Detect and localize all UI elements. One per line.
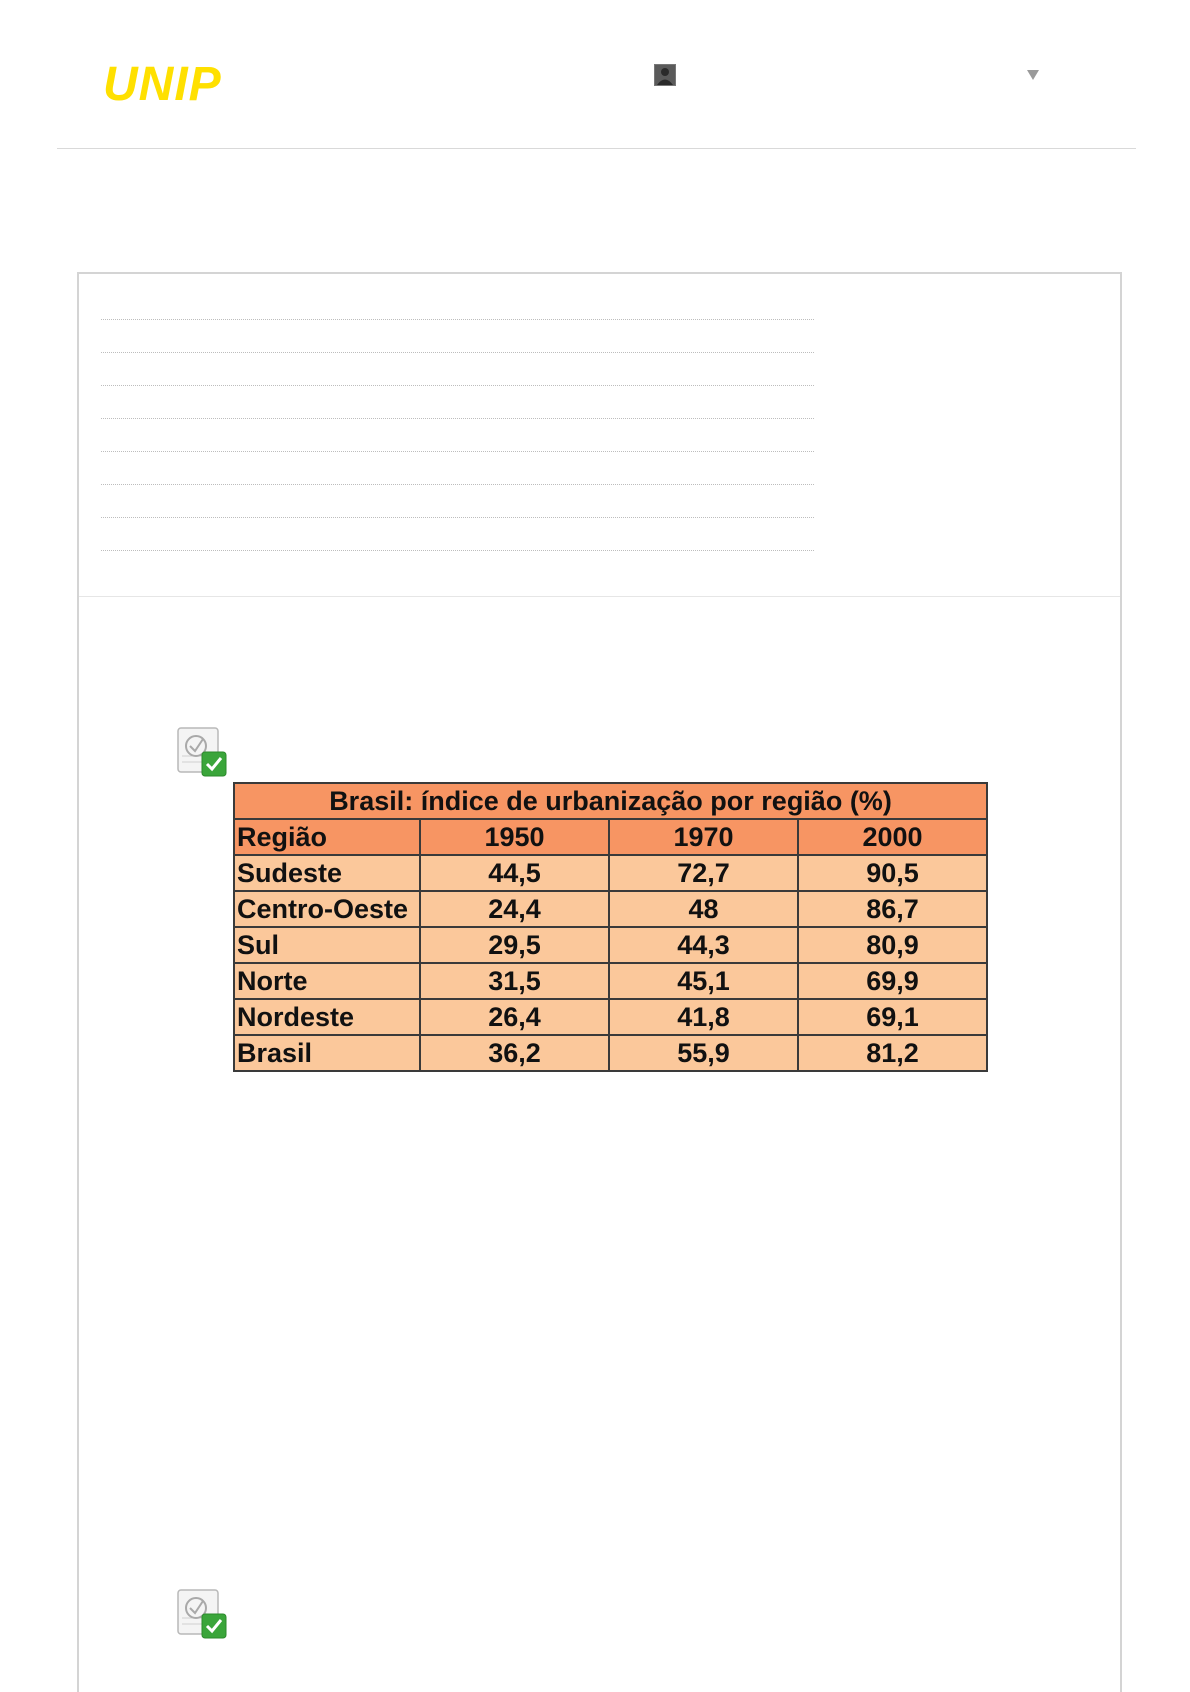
- table-row: [234, 927, 987, 963]
- cell-1950: 36,2: [420, 1035, 609, 1071]
- cell-1970: 55,9: [609, 1035, 798, 1071]
- answer-line: [101, 385, 814, 386]
- dropdown-arrow-icon[interactable]: [1027, 70, 1039, 80]
- cell-1970: 44,3: [609, 927, 798, 963]
- page-header: [57, 0, 1136, 149]
- header-2000: 2000: [798, 819, 987, 855]
- cell-2000: 86,7: [798, 891, 987, 927]
- urbanization-table: [233, 782, 988, 1072]
- question-correct-icon: [176, 726, 228, 778]
- cell-1950: 24,4: [420, 891, 609, 927]
- cell-2000: 69,9: [798, 963, 987, 999]
- table-title: Brasil: índice de urbanização por região (%): [234, 783, 987, 819]
- table-row: [234, 1035, 987, 1071]
- header-region: Região: [234, 819, 420, 855]
- cell-1970: 48: [609, 891, 798, 927]
- table-row: [234, 855, 987, 891]
- table-row: [234, 963, 987, 999]
- user-avatar-icon[interactable]: [654, 64, 676, 86]
- cell-1970: 41,8: [609, 999, 798, 1035]
- answer-lines-block: [79, 274, 1120, 597]
- cell-2000: 81,2: [798, 1035, 987, 1071]
- answer-line: [101, 484, 814, 485]
- cell-1950: 44,5: [420, 855, 609, 891]
- logo-text: UNIP: [103, 60, 222, 108]
- table-row: [234, 999, 987, 1035]
- answer-line: [101, 517, 814, 518]
- cell-2000: 69,1: [798, 999, 987, 1035]
- answer-line: [101, 352, 814, 353]
- cell-region: Nordeste: [234, 999, 420, 1035]
- urbanization-table-image: [233, 782, 988, 1072]
- header-1970: 1970: [609, 819, 798, 855]
- cell-region: Centro-Oeste: [234, 891, 420, 927]
- cell-region: Brasil: [234, 1035, 420, 1071]
- cell-1950: 26,4: [420, 999, 609, 1035]
- question-correct-icon: [176, 1588, 228, 1640]
- cell-1950: 31,5: [420, 963, 609, 999]
- answer-line: [101, 418, 814, 419]
- cell-region: Sul: [234, 927, 420, 963]
- answer-line: [101, 319, 814, 320]
- cell-2000: 80,9: [798, 927, 987, 963]
- cell-1970: 45,1: [609, 963, 798, 999]
- answer-line: [101, 451, 814, 452]
- cell-1970: 72,7: [609, 855, 798, 891]
- cell-2000: 90,5: [798, 855, 987, 891]
- cell-region: Norte: [234, 963, 420, 999]
- cell-1950: 29,5: [420, 927, 609, 963]
- cell-region: Sudeste: [234, 855, 420, 891]
- table-row: [234, 891, 987, 927]
- unip-logo[interactable]: [101, 60, 291, 108]
- header-1950: 1950: [420, 819, 609, 855]
- answer-line: [101, 550, 814, 551]
